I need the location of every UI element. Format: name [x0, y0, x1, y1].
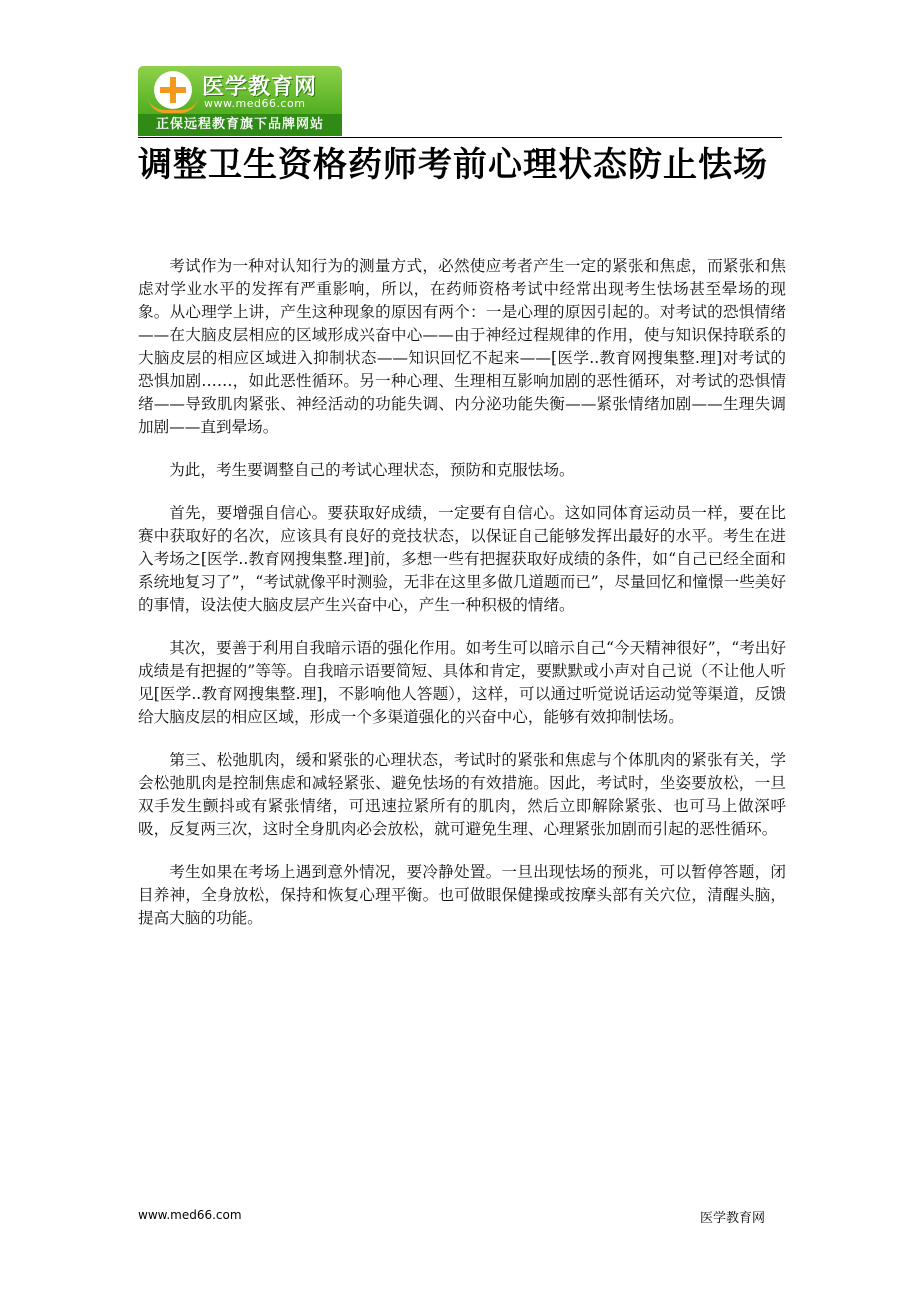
paragraph: 其次，要善于利用自我暗示语的强化作用。如考生可以暗示自己“今天精神很好”，“考出好成绩是有把握的”等等。自我暗示语要简短、具体和肯定，要默默或小声对自己说（不让他人听见[医学..教育网搜集整.理]，不影响他人答题），这样，可以通过听觉说话运动觉等渠道，反馈给大脑皮层的相应区域，形成一个多渠道强化的兴奋中心，能够有效抑制怯场。	[138, 639, 786, 726]
paragraph: 考试作为一种对认知行为的测量方式，必然使应考者产生一定的紧张和焦虑，而紧张和焦虑对学业水平的发挥有严重影响，所以，在药师资格考试中经常出现考生怯场甚至晕场的现象。从心理学上讲，产生这种现象的原因有两个：一是心理的原因引起的。对考试的恐惧情绪——在大脑皮层相应的区域形成兴奋中心——由于神经过程规律的作用，使与知识保持联系的大脑皮层的相应区域进入抑制状态——知识回忆不起来——[医学..教育网搜集整.理]对考试的恐惧加剧……，如此恶性循环。另一种心理、生理相互影响加剧的恶性循环，对考试的恐惧情绪——导致肌肉紧张、神经活动的功能失调、内分泌功能失衡——紧张情绪加剧——生理失调加剧——直到晕场。	[138, 257, 786, 436]
logo-url: www.med66.com	[204, 97, 306, 110]
paragraph: 第三、松弛肌肉，缓和紧张的心理状态，考试时的紧张和焦虑与个体肌肉的紧张有关，学会松弛肌肉是控制焦虑和减轻紧张、避免怯场的有效措施。因此，考试时，坐姿要放松，一旦双手发生颤抖或有紧张情绪，可迅速拉紧所有的肌肉，然后立即解除紧张、也可马上做深呼吸，反复两三次，这时全身肌肉必会放松，就可避免生理、心理紧张加剧而引起的恶性循环。	[138, 751, 786, 838]
article-body	[138, 255, 786, 950]
article-title: 调整卫生资格药师考前心理状态防止怯场	[138, 145, 768, 185]
footer-site-name: 医学教育网	[700, 1211, 766, 1226]
footer-url[interactable]: www.med66.com	[138, 1208, 242, 1222]
logo-name: 医学教育网	[202, 75, 318, 100]
paragraph: 考生如果在考场上遇到意外情况，要冷静处置。一旦出现怯场的预兆，可以暂停答题，闭目养神，全身放松，保持和恢复心理平衡。也可做眼保健操或按摩头部有关穴位，清醒头脑，提高大脑的功能。	[138, 863, 786, 927]
logo-slogan: 正保远程教育旗下品牌网站	[138, 114, 342, 136]
logo-banner	[138, 66, 342, 114]
header-divider	[138, 137, 782, 138]
paragraph: 为此，考生要调整自己的考试心理状态，预防和克服怯场。	[169, 461, 575, 479]
logo-swoosh-icon	[148, 96, 198, 113]
paragraph: 首先，要增强自信心。要获取好成绩，一定要有自信心。这如同体育运动员一样，要在比赛中获取好的名次，应该具有良好的竞技状态，以保证自己能够发挥出最好的水平。考生在进入考场之[医学..教育网搜集整.理]前，多想一些有把握获取好成绩的条件，如“自己已经全面和系统地复习了”，“考试就像平时测验，无非在这里多做几道题而已”，尽量回忆和憧憬一些美好的事情，设法使大脑皮层产生兴奋中心，产生一种积极的情绪。	[138, 504, 786, 614]
site-logo[interactable]	[138, 66, 342, 136]
